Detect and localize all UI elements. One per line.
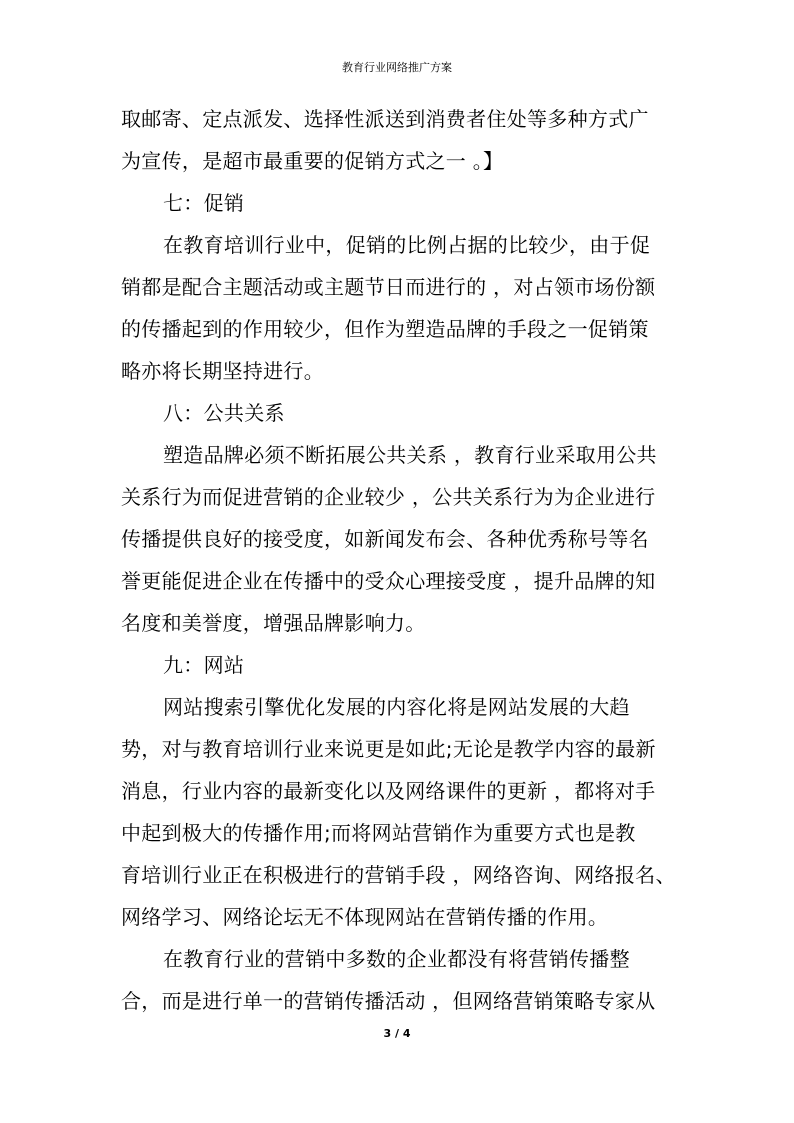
text-line: 塑造品牌必须不断拓展公共关系 ，教育行业采取用公共	[163, 443, 657, 467]
text-line: 九：网站	[163, 653, 245, 677]
page-number: 3 / 4	[383, 1027, 411, 1040]
text-line: 传播提供良好的接受度，如新闻发布会、各种优秀称号等名	[121, 527, 649, 551]
text-line: 合，而是进行单一的营销传播活动 ，但网络营销策略专家从	[121, 989, 656, 1013]
text-line: 消息，行业内容的最新变化以及网络课件的更新 ，都将对手	[121, 779, 656, 803]
text-line: 略亦将长期坚持进行。	[121, 359, 324, 383]
text-line: 网站搜索引擎优化发展的内容化将是网站发展的大趋	[163, 695, 630, 719]
document-body	[121, 98, 677, 1022]
page-header: 教育行业网络推广方案	[342, 61, 452, 74]
text-line: 誉更能促进企业在传播中的受众心理接受度 ，提升品牌的知	[121, 569, 656, 593]
text-line: 取邮寄、定点派发、选择性派送到消费者住处等多种方式广	[121, 107, 649, 131]
text-line: 育培训行业正在积极进行的营销手段 ，网络咨询、网络报名、	[121, 863, 676, 887]
text-line: 在教育培训行业中，促销的比例占据的比较少，由于促	[163, 233, 651, 257]
text-line: 为宣传，是超市最重要的促销方式之一 。】	[121, 149, 504, 173]
text-line: 网络学习、网络论坛无不体现网站在营销传播的作用。	[121, 905, 609, 929]
text-line: 势，对与教育培训行业来说更是如此;无论是教学内容的最新	[121, 737, 656, 761]
text-line: 八：公共关系	[163, 401, 285, 425]
text-line: 在教育行业的营销中多数的企业都没有将营销传播整	[163, 947, 630, 971]
text-line: 销都是配合主题活动或主题节日而进行的 ，对占领市场份额	[121, 275, 656, 299]
text-line: 中起到极大的传播作用;而将网站营销作为重要方式也是教	[121, 821, 636, 845]
text-line: 七：促销	[163, 191, 245, 215]
text-line: 关系行为而促进营销的企业较少 ，公共关系行为为企业进行	[121, 485, 656, 509]
text-line: 的传播起到的作用较少，但作为塑造品牌的手段之一促销策	[121, 317, 649, 341]
text-line: 名度和美誉度，增强品牌影响力。	[121, 611, 426, 635]
